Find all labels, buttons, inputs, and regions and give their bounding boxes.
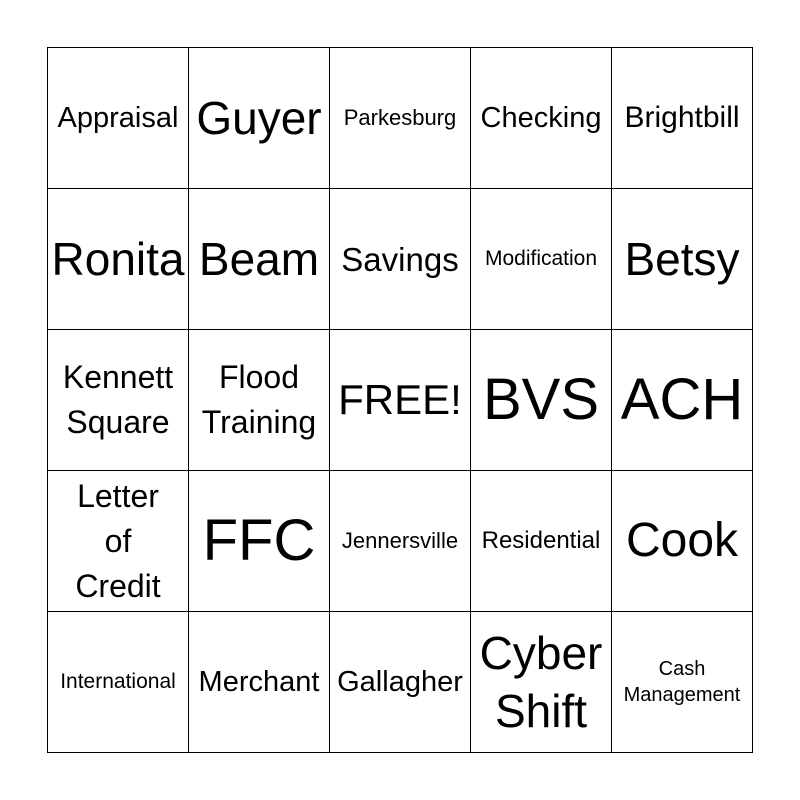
cell-label: Checking <box>480 101 602 134</box>
cell-label: Jennersville <box>341 528 459 553</box>
bingo-cell[interactable] <box>471 612 612 753</box>
cell-label: Guyer <box>196 92 322 144</box>
cell-label: Flood Training <box>201 359 317 440</box>
bingo-cell[interactable] <box>612 330 753 471</box>
free-space[interactable] <box>330 330 471 471</box>
bingo-cell[interactable] <box>48 189 189 330</box>
bingo-cell[interactable] <box>189 330 330 471</box>
cell-label: Parkesburg <box>343 105 457 130</box>
bingo-cell[interactable] <box>330 48 471 189</box>
bingo-cell[interactable] <box>612 48 753 189</box>
cell-label: Brightbill <box>624 101 740 134</box>
cell-label: Merchant <box>198 665 320 698</box>
bingo-cell[interactable] <box>471 189 612 330</box>
bingo-cell[interactable] <box>330 471 471 612</box>
bingo-cell[interactable] <box>330 189 471 330</box>
bingo-cell[interactable] <box>612 612 753 753</box>
bingo-cell[interactable] <box>189 189 330 330</box>
bingo-cell[interactable] <box>189 612 330 753</box>
cell-label: Ronita <box>51 233 185 285</box>
bingo-cell[interactable] <box>330 612 471 753</box>
bingo-cell[interactable] <box>471 330 612 471</box>
bingo-cell[interactable] <box>612 189 753 330</box>
cell-label: Cash Management <box>623 658 741 706</box>
cell-label: Cook <box>625 514 739 567</box>
cell-label: Beam <box>198 233 320 285</box>
cell-label: Betsy <box>624 233 740 285</box>
cell-label: FREE! <box>338 376 462 423</box>
cell-label: FFC <box>202 508 316 573</box>
bingo-cell[interactable] <box>48 330 189 471</box>
cell-label: Kennett Square <box>62 359 174 440</box>
cell-label: Residential <box>481 527 601 554</box>
cell-label: Modification <box>484 247 598 270</box>
cell-label: Gallagher <box>337 665 463 698</box>
bingo-card <box>47 47 753 753</box>
bingo-cell[interactable] <box>471 48 612 189</box>
bingo-cell[interactable] <box>48 612 189 753</box>
cell-label: International <box>60 670 176 693</box>
cell-label: ACH <box>620 367 744 432</box>
cell-label: Letter of Credit <box>75 477 161 604</box>
cell-label: Cyber Shift <box>479 627 603 737</box>
bingo-cell[interactable] <box>612 471 753 612</box>
cell-label: Appraisal <box>57 101 179 134</box>
cell-label: BVS <box>482 367 600 432</box>
bingo-cell[interactable] <box>189 471 330 612</box>
cell-label: Savings <box>341 240 459 278</box>
bingo-cell[interactable] <box>189 48 330 189</box>
bingo-cell[interactable] <box>48 471 189 612</box>
bingo-cell[interactable] <box>471 471 612 612</box>
bingo-cell[interactable] <box>48 48 189 189</box>
